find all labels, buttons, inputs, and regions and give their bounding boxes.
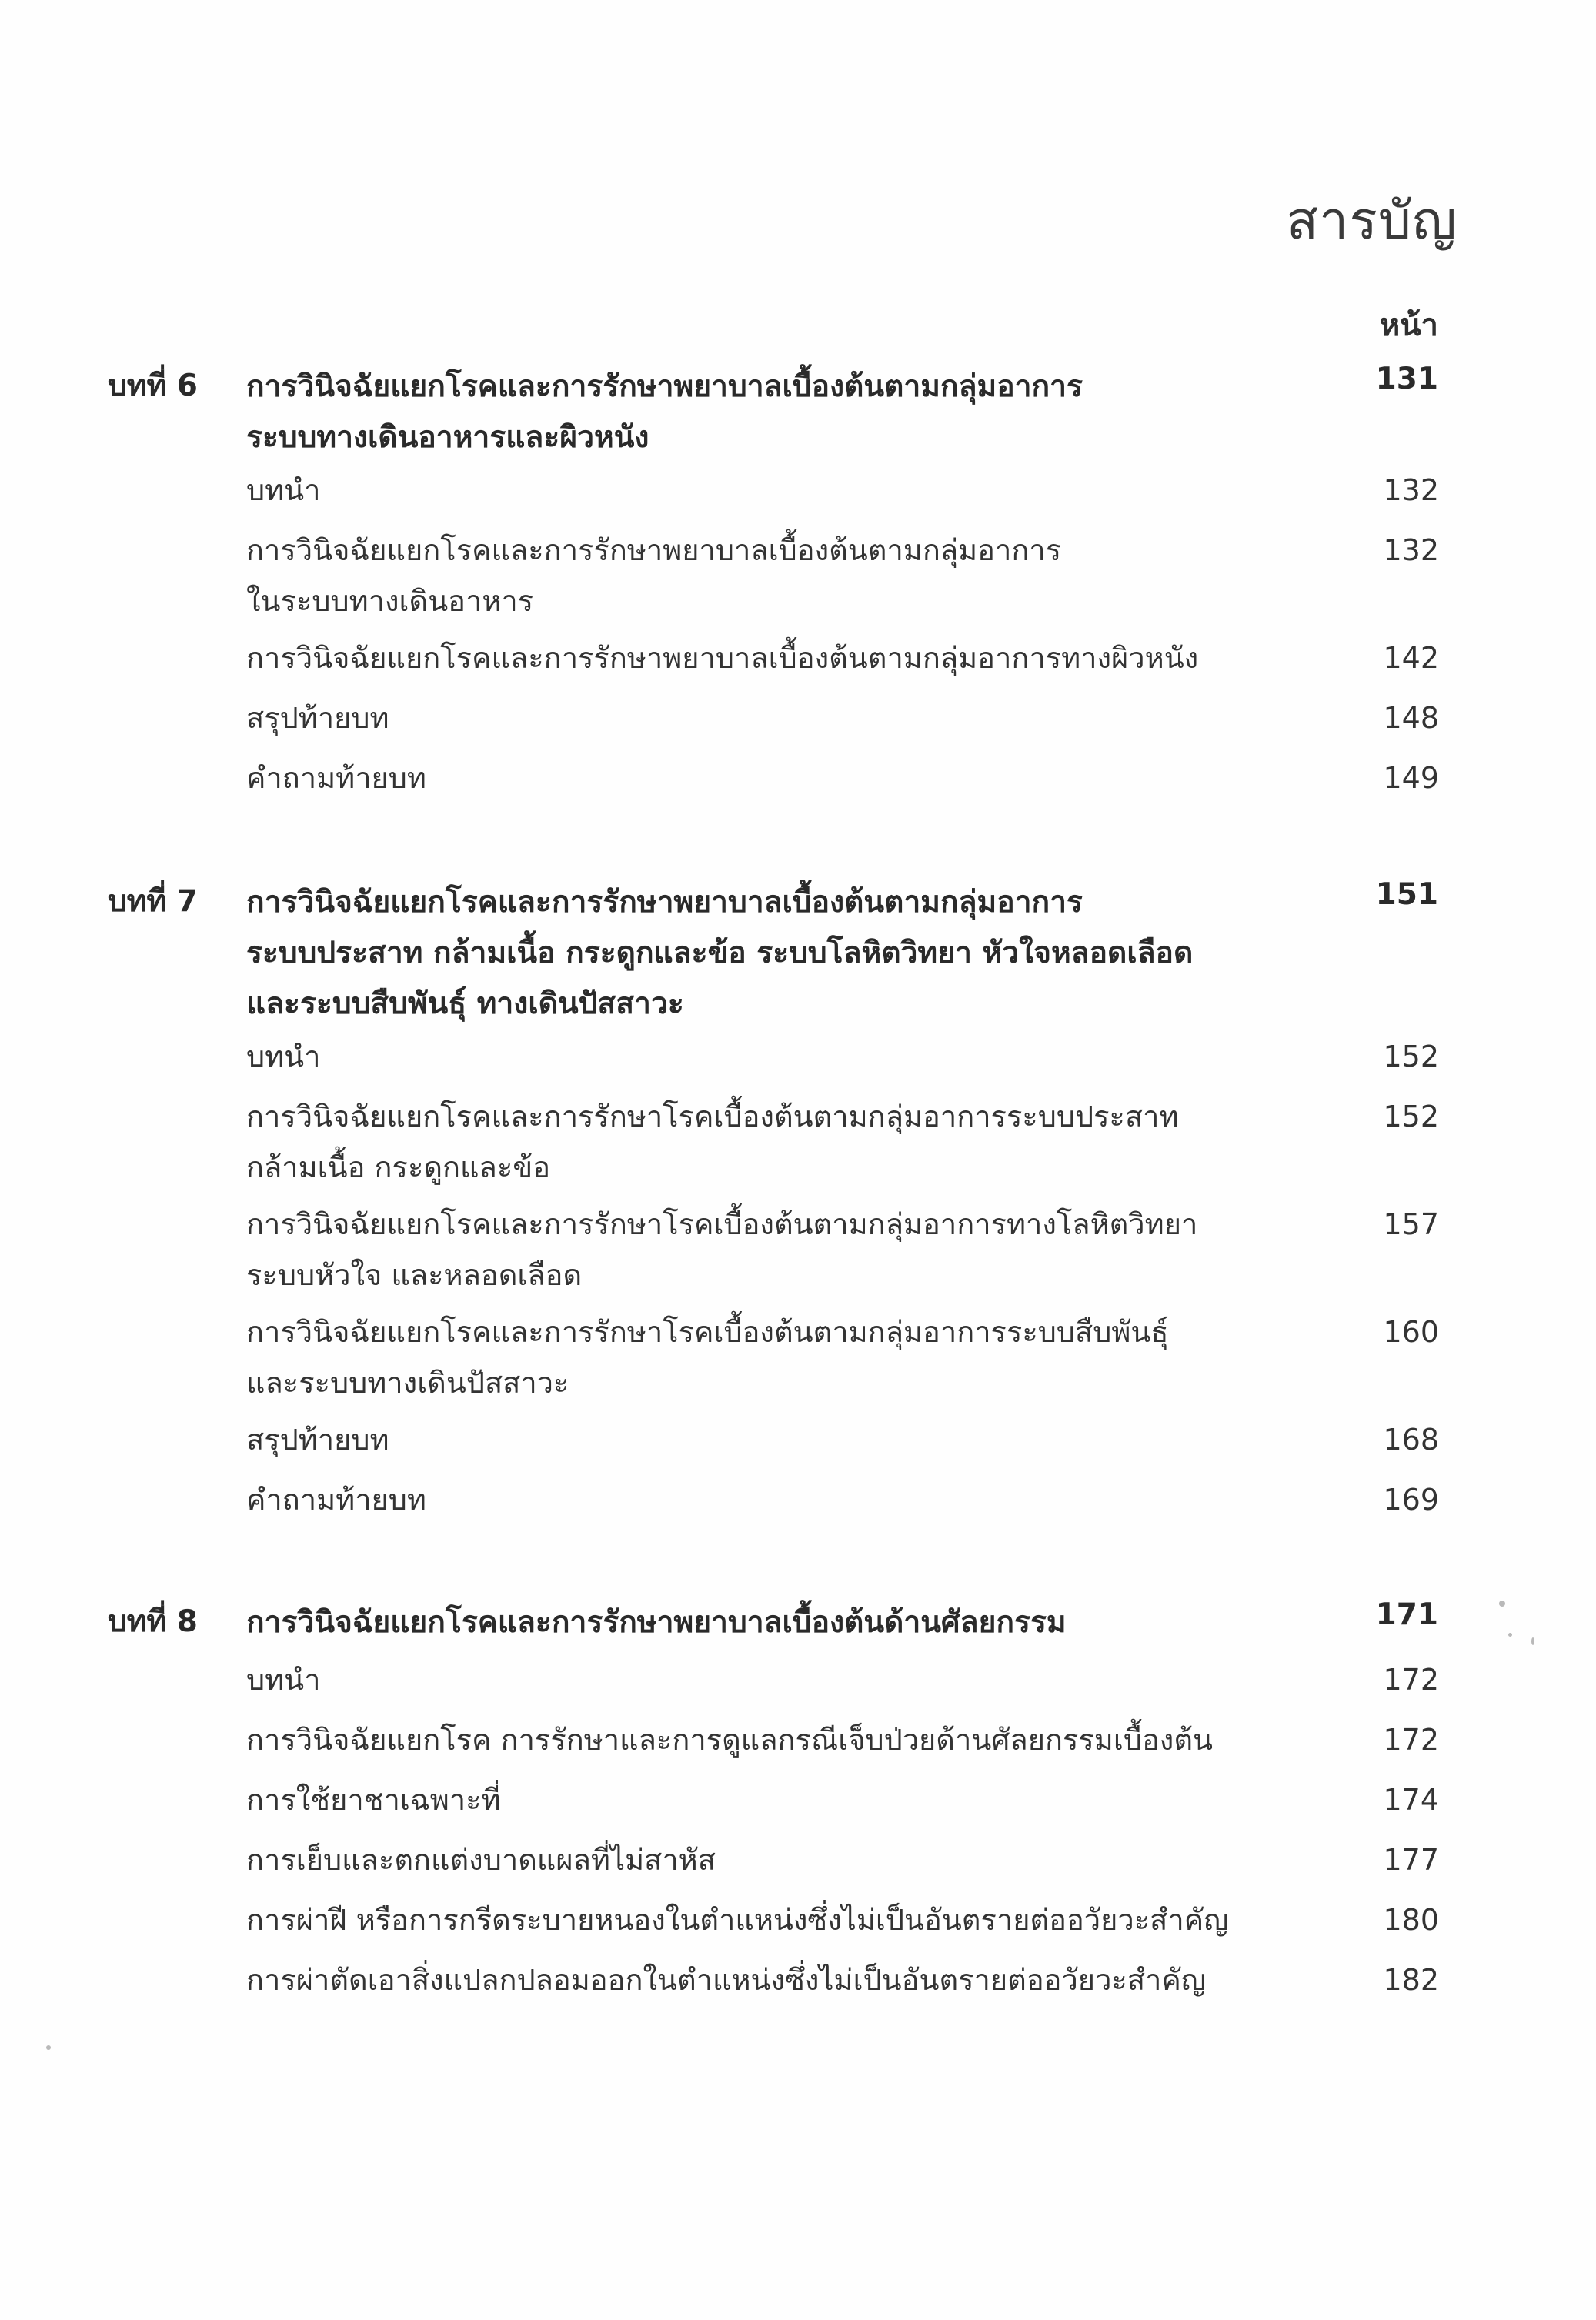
entry-page: 172 <box>1383 1723 1439 1757</box>
entry-title: การเย็บและตกแต่งบาดแผลที่ไม่สาหัส <box>246 1843 716 1877</box>
entry-title: การผ่าฝี หรือการกรีดระบายหนองในตำแหน่งซึ่งไม่เป็นอันตรายต่ออวัยวะสำคัญ <box>246 1903 1229 1937</box>
scan-speck <box>1531 1637 1534 1645</box>
toc-entry <box>246 1714 1439 1765</box>
entry-title: การผ่าตัดเอาสิ่งแปลกปลอมออกในตำแหน่งซึ่งไม่เป็นอันตรายต่ออวัยวะสำคัญ <box>246 1963 1207 1997</box>
chapter-page: 131 <box>1375 362 1438 396</box>
chapter-number: บทที่ 8 <box>108 1604 198 1639</box>
chapter-number: บทที่ 6 <box>108 369 198 403</box>
entry-title: กล้ามเนื้อ กระดูกและข้อ <box>246 1150 551 1184</box>
toc-entry <box>246 1954 1439 2005</box>
toc-entry <box>246 1474 1439 1525</box>
entry-page: 172 <box>1383 1663 1439 1697</box>
entry-title: คำถามท้ายบท <box>246 761 426 795</box>
entry-page: 160 <box>1383 1315 1439 1349</box>
entry-page: 182 <box>1383 1963 1439 1997</box>
entry-title: สรุปท้ายบท <box>246 1423 389 1457</box>
entry-page: 174 <box>1383 1783 1439 1817</box>
entry-title: การวินิจฉัยแยกโรคและการรักษาพยาบาลเบื้องต้นตามกลุ่มอาการทางผิวหนัง <box>246 641 1199 675</box>
entry-page: 177 <box>1383 1843 1439 1877</box>
scan-speck <box>46 2045 51 2050</box>
chapter-title-line: ระบบประสาท กล้ามเนื้อ กระดูกและข้อ ระบบโลหิตวิทยา หัวใจหลอดเลือด <box>246 936 1194 970</box>
entry-page: 132 <box>1383 533 1439 567</box>
entry-page: 169 <box>1383 1483 1439 1517</box>
chapter-title-line: และระบบสืบพันธุ์ ทางเดินปัสสาวะ <box>246 986 684 1021</box>
toc-entry <box>246 1307 1439 1408</box>
chapter-title-line: ระบบทางเดินอาหารและผิวหนัง <box>246 420 649 455</box>
toc-entry <box>246 1894 1439 1945</box>
toc-entry <box>246 753 1439 803</box>
entry-title: และระบบทางเดินปัสสาวะ <box>246 1366 569 1400</box>
toc-entry <box>246 693 1439 743</box>
page-title: สารบัญ <box>1286 191 1457 252</box>
chapter-title <box>246 877 1339 1030</box>
entry-page: 148 <box>1383 701 1439 735</box>
entry-title: สรุปท้ายบท <box>246 701 389 735</box>
scan-speck <box>1499 1601 1505 1607</box>
entry-title: การวินิจฉัยแยกโรคและการรักษาโรคเบื้องต้นตามกลุ่มอาการระบบประสาท <box>246 1100 1179 1133</box>
entry-page: 157 <box>1383 1207 1439 1241</box>
chapter-title-line: การวินิจฉัยแยกโรคและการรักษาพยาบาลเบื้องต้นด้านศัลยกรรม <box>246 1605 1067 1640</box>
toc-entry <box>246 1199 1439 1300</box>
entry-title: บทนำ <box>246 473 321 507</box>
entry-page: 180 <box>1383 1903 1439 1937</box>
entry-title: การวินิจฉัยแยกโรค การรักษาและการดูแลกรณีเจ็บป่วยด้านศัลยกรรมเบื้องต้น <box>246 1723 1213 1757</box>
entry-page: 152 <box>1383 1100 1439 1133</box>
scan-speck <box>1508 1633 1512 1637</box>
entry-page: 149 <box>1383 761 1439 795</box>
toc-entry <box>246 1414 1439 1465</box>
toc-entry <box>246 1654 1439 1705</box>
chapter-title-line: การวินิจฉัยแยกโรคและการรักษาพยาบาลเบื้องต้นตามกลุ่มอาการ <box>246 369 1083 404</box>
entry-title: ในระบบทางเดินอาหาร <box>246 584 534 618</box>
chapter-page: 171 <box>1375 1597 1438 1632</box>
toc-entry <box>246 1091 1439 1193</box>
toc-entry <box>246 1834 1439 1885</box>
chapter-title <box>246 362 1339 463</box>
entry-page: 168 <box>1383 1423 1439 1457</box>
entry-page: 152 <box>1383 1040 1439 1073</box>
entry-title: บทนำ <box>246 1040 321 1073</box>
entry-title: การวินิจฉัยแยกโรคและการรักษาโรคเบื้องต้นตามกลุ่มอาการทางโลหิตวิทยา <box>246 1207 1198 1241</box>
toc-entry <box>246 465 1439 516</box>
entry-page: 142 <box>1383 641 1439 675</box>
chapter-title <box>246 1597 1339 1648</box>
entry-title: การวินิจฉัยแยกโรคและการรักษาโรคเบื้องต้นตามกลุ่มอาการระบบสืบพันธุ์ <box>246 1315 1169 1349</box>
entry-page: 132 <box>1383 473 1439 507</box>
entry-title: คำถามท้ายบท <box>246 1483 426 1517</box>
page-column-header: หน้า <box>1379 308 1438 343</box>
toc-entry <box>246 1031 1439 1082</box>
chapter-title-line: การวินิจฉัยแยกโรคและการรักษาพยาบาลเบื้องต้นตามกลุ่มอาการ <box>246 885 1083 920</box>
toc-entry <box>246 1774 1439 1825</box>
entry-title: ระบบหัวใจ และหลอดเลือด <box>246 1258 583 1292</box>
toc-entry <box>246 525 1439 626</box>
entry-title: บทนำ <box>246 1663 321 1697</box>
chapter-number: บทที่ 7 <box>108 884 198 919</box>
entry-title: การใช้ยาชาเฉพาะที่ <box>246 1783 501 1817</box>
chapter-page: 151 <box>1375 877 1438 912</box>
toc-entry <box>246 633 1439 683</box>
entry-title: การวินิจฉัยแยกโรคและการรักษาพยาบาลเบื้องต้นตามกลุ่มอาการ <box>246 533 1062 567</box>
